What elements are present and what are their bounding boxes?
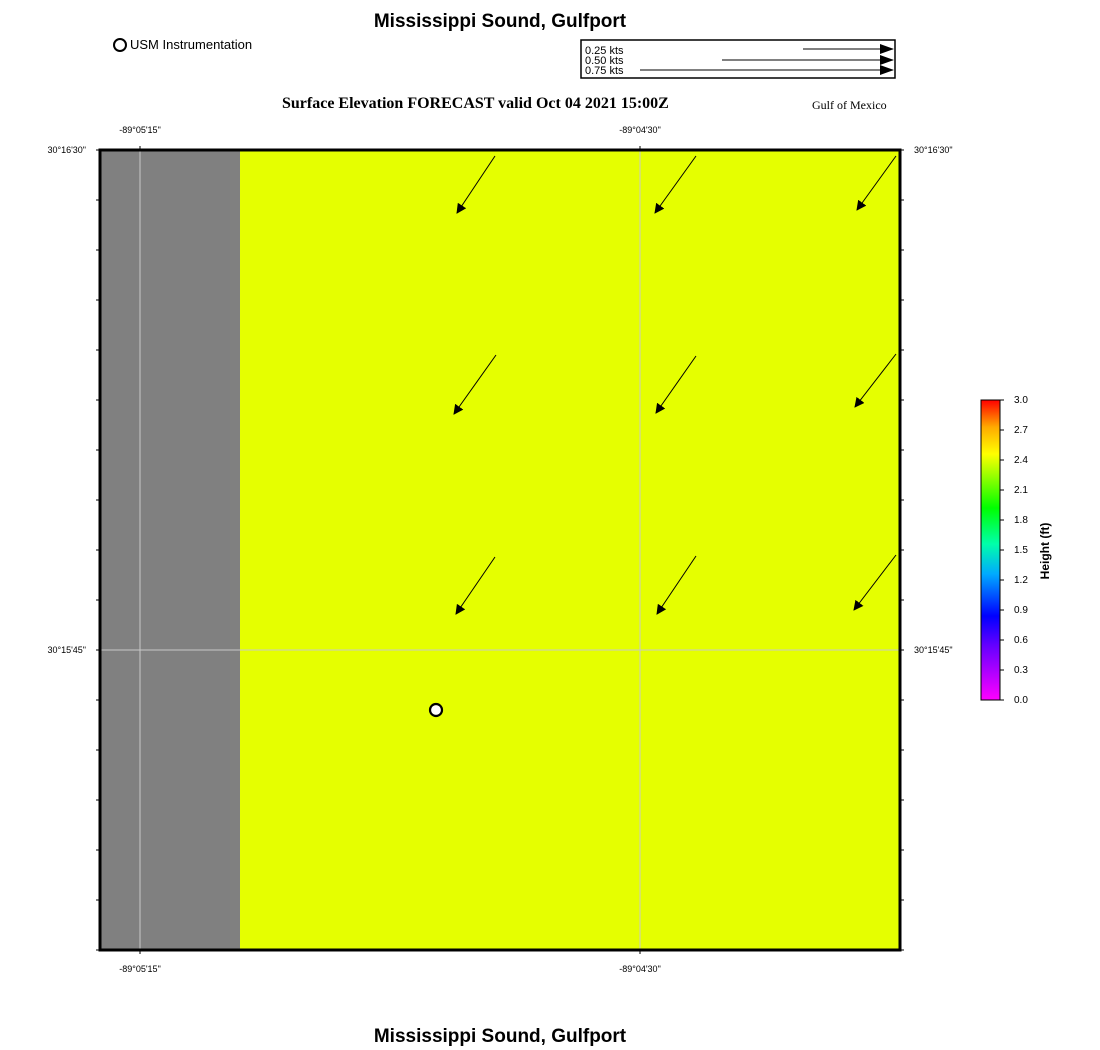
colorbar-tick-label: 2.1 (1014, 485, 1028, 496)
colorbar-tick-label: 0.9 (1014, 605, 1028, 616)
colorbar-tick-label: 0.6 (1014, 635, 1028, 646)
lon-label-top-1: -89°05'15" (119, 125, 161, 135)
colorbar-tick-label: 0.0 (1014, 695, 1028, 706)
colorbar-tick-label: 1.8 (1014, 515, 1028, 526)
colorbar-tick-label: 2.7 (1014, 425, 1028, 436)
lon-label-bottom-1: -89°05'15" (119, 964, 161, 974)
lon-label-bottom-2: -89°04'30" (619, 964, 661, 974)
lat-label-right-2: 30°15'45" (914, 645, 953, 655)
map-area (47, 125, 952, 974)
colorbar-tick-label: 2.4 (1014, 455, 1028, 466)
map-footer-title: Mississippi Sound, Gulfport (373, 1026, 627, 1047)
usm-station-marker[interactable] (430, 704, 442, 716)
colorbar-tick-label: 3.0 (1014, 395, 1028, 406)
vector-key-box (581, 40, 895, 78)
vector-key-label-1: 0.25 kts (585, 45, 624, 57)
region-label: Gulf of Mexico (812, 98, 887, 112)
land-area (100, 150, 240, 950)
colorbar-tick-label: 1.2 (1014, 575, 1028, 586)
lat-label-left-1: 30°16'30" (47, 145, 86, 155)
colorbar (981, 395, 1028, 706)
colorbar-tick-label: 0.3 (1014, 665, 1028, 676)
colorbar-gradient (981, 400, 1000, 700)
vector-key-label-3: 0.75 kts (585, 65, 624, 77)
site-legend-label: USM Instrumentation (130, 37, 253, 52)
map-title: Mississippi Sound, Gulfport (373, 11, 627, 32)
forecast-subtitle: Surface Elevation FORECAST valid Oct 04 2021 15:00Z (282, 95, 669, 112)
vector-key-label-2: 0.50 kts (585, 55, 624, 67)
colorbar-tick-label: 1.5 (1014, 545, 1028, 556)
vector-key (581, 40, 895, 78)
lon-label-top-2: -89°04'30" (619, 125, 661, 135)
lat-label-right-1: 30°16'30" (914, 145, 953, 155)
colorbar-label: Height (ft) (1038, 522, 1052, 580)
lat-label-left-2: 30°15'45" (47, 645, 86, 655)
